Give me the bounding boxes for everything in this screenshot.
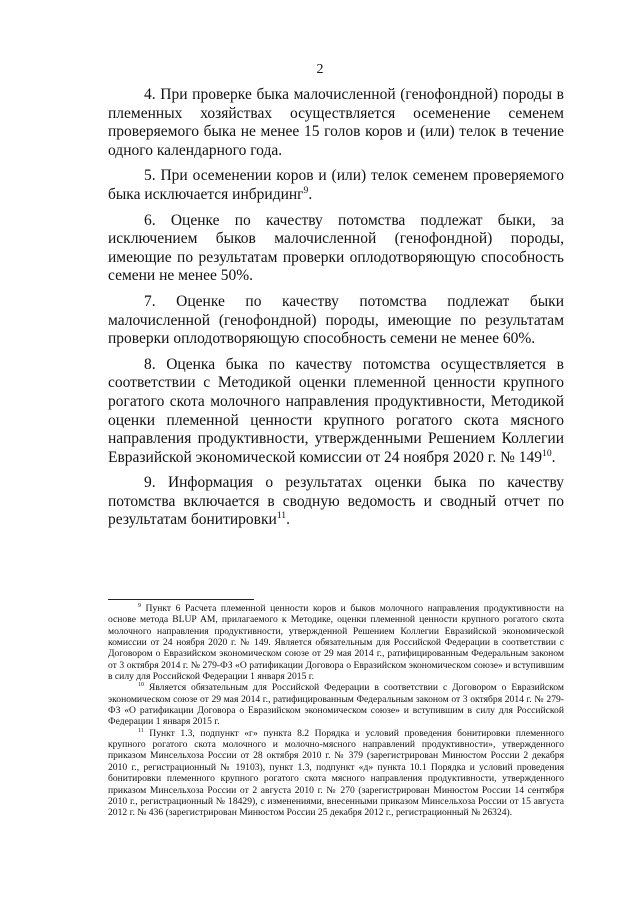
paragraph-6: 6. Оценке по качеству потомства подлежат быки, за исключением быков малочисленной (генофондной) породы, имеющие по результатам проверки оплодотворяющую способность семени не менее 50%. [108,211,564,285]
footnote-10: $^{10}$ Является обязательным для Российской Федерации в соответствии с Договором о Евразийском экономическом союзе от 29 мая 2014 г., ратифицированным Федеральным законом от 3 октября 2014 г. № 279-ФЗ «О ратификации Договора о Евразийском экономическом союзе» и вступившим в силу для Российской Федерации 1 января 2015 г. [108,682,564,728]
page-number: 2 [316,62,324,77]
paragraph-8: 8. Оценка быка по качеству потомства осуществляется в соответствии с Методикой оценки племенной ценности крупного рогатого скота молочного направления продуктивности, Методикой оценки племенной ценности крупного рогатого скота мясного направления продуктивности, утвержденными Решением Коллегии Евразийской экономической комиссии от 24 ноября 2020 г. № $149^{10}$. [108,355,564,466]
footnote-ref-11: 11 [276,510,287,522]
footnote-divider [108,599,254,600]
footnote-ref-9: 9 [303,184,309,196]
footnote-9: $^9$ Пункт 6 Расчета племенной ценности коров и быков молочного направления продуктивности на основе метода BLUP AM, прилагаемого к Методике, оценки племенной ценности крупного рогатого скота молочного направления продуктивности, утвержденной Решением Коллегии Евразийской экономической комиссии от 24 ноября 2020 г. № 149. Является обязательным для Российской Федерации в соответствии с Договором о Евразийском экономическом союзе от 29 мая 2014 г., ратифицированным Федеральным законом от 3 октября 2014 г. № 279-ФЗ «О ратификации Договора о Евразийском экономическом союзе» и вступившим в силу для Российской Федерации 1 января 2015 г. [108,602,564,683]
footnotes [108,603,564,819]
paragraph-9: 9. Информация о результатах оценки быка по качеству потомства включается в сводную ведомость и сводный отчет по результатам бонитировки$^{11}$. [108,474,564,529]
main-text [108,86,564,537]
paragraph-4: 4. При проверке быка малочисленной (генофондной) породы в племенных хозяйствах осуществляется осеменение семенем проверяемого быка не менее 15 голов коров и (или) телок в течение одного календарного года. [108,86,564,159]
footnote-11: $^{11}$ Пункт 1.3, подпункт «г» пункта 8.2 Порядка и условий проведения бонитировки племенного крупного рогатого скота молочного и молочно-мясного направлений продуктивности», утвержденного приказом Минсельхоза России от 28 октября 2010 г. № 379 (зарегистрирован Минюстом России 2 декабря 2010 г., регистрационный № 19103), пункт 1.3, подпункт «д» пункта 10.1 Порядка и условий проведения бонитировки племенного крупного рогатого скота мясного направления продуктивности, утвержденного приказом Минсельхоза России от 2 августа 2010 г. № 270 (зарегистрирован Минюстом России 14 сентября 2010 г., регистрационный № 18429), с изменениями, внесенными приказом Минсельхоза России от 15 августа 2012 г. № 436 (зарегистрирован Минюстом России 25 декабря 2012 г., регистрационный № 26324). [108,727,564,819]
footnote-ref-10: 10 [542,447,552,459]
paragraph-5: 5. При осеменении коров и (или) телок семенем проверяемого быка исключается инбридинг$^9$. [108,167,564,203]
paragraph-7: 7. Оценке по качеству потомства подлежат быки малочисленной (генофондной) породы, имеющие по результатам проверки оплодотворяющую способность семени не менее 60%. [108,292,564,348]
